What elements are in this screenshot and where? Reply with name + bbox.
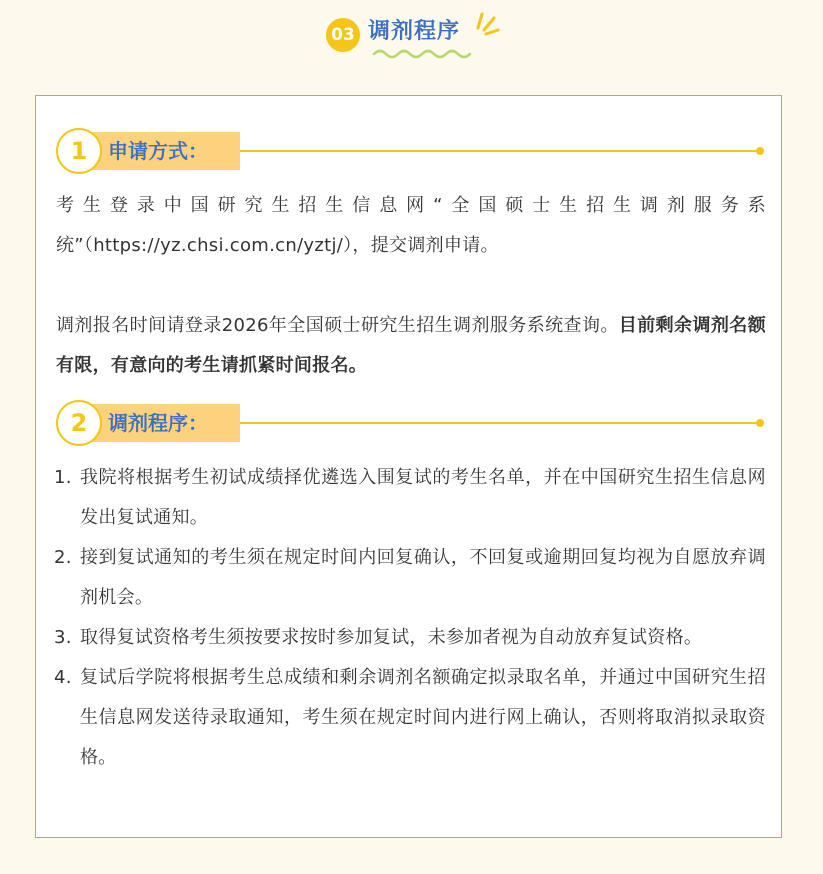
quota-limited-notice: 目前剩余调剂名额有限，有意向的考生请抓紧时间报名。 [56,315,766,376]
list-item [54,458,766,538]
list-item-text: 取得复试资格考生须按要求按时参加复试，未参加者视为自动放弃复试资格。 [80,627,703,648]
wave-underline-icon [372,48,472,60]
section-number-badge: 03 [326,18,360,52]
registration-notice-paragraph [56,306,766,386]
heading-divider-line [216,150,760,152]
list-item-text: 复试后学院将根据考生总成绩和剩余调剂名额确定拟录取名单，并通过中国研究生招生信息网发送待录取通知，考生须在规定时间内进行网上确认，否则将取消拟录取资格。 [80,667,766,768]
list-item-number: 4. [54,667,72,688]
list-item [54,658,766,778]
list-item-number: 3. [54,627,72,648]
section-header [0,0,823,80]
list-item-text: 接到复试通知的考生须在规定时间内回复确认，不回复或逾期回复均视为自愿放弃调剂机会。 [80,547,766,608]
sparkle-icon [472,6,502,36]
step-heading-procedure [56,400,768,446]
list-item-number: 2. [54,547,72,568]
step-heading-application [56,128,768,174]
step-number-circle: 1 [56,128,102,174]
procedure-list [54,458,766,778]
step-title: 调剂程序： [108,411,208,435]
heading-divider-dot [756,419,764,427]
application-paragraph: 考生登录中国研究生招生信息网“全国硕士生招生调剂服务系统”（https://yz.chsi.com.cn/yztj/），提交调剂申请。 [56,195,766,256]
list-item-number: 1. [54,467,72,488]
section-title: 调剂程序 [368,19,461,44]
list-item-text: 我院将根据考生初试成绩择优遴选入围复试的考生名单，并在中国研究生招生信息网发出复试通知。 [80,467,766,528]
registration-notice-text: 调剂报名时间请登录2026年全国硕士研究生招生调剂服务系统查询。 [56,315,619,336]
heading-divider-dot [756,147,764,155]
list-item [54,538,766,618]
list-item [54,618,766,658]
step-title: 申请方式： [108,139,208,163]
content-box [35,95,782,838]
heading-divider-line [216,422,760,424]
step-number-circle: 2 [56,400,102,446]
